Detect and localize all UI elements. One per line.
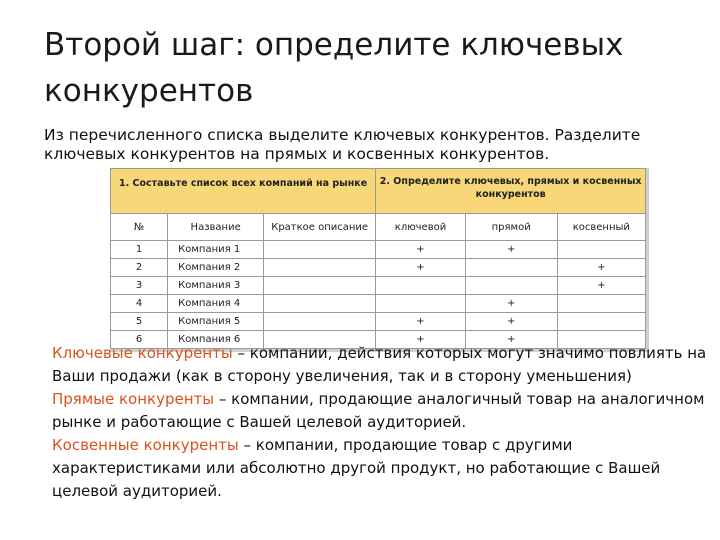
definition-key (52, 342, 712, 388)
table-cell: + (465, 313, 557, 331)
table-cell: + (376, 313, 466, 331)
table-cell: + (376, 259, 466, 277)
table-cell (264, 295, 376, 313)
table-row (111, 277, 646, 295)
table-cell (264, 277, 376, 295)
column-header: Краткое описание (264, 214, 376, 241)
table-cell: 2 (111, 259, 168, 277)
table-cell: + (376, 241, 466, 259)
table-cell: Компания 2 (168, 259, 264, 277)
table-cell (264, 241, 376, 259)
definitions (52, 342, 712, 503)
group-header-list: 1. Составьте список всех компаний на рынке (111, 169, 376, 214)
column-header: косвенный (557, 214, 646, 241)
table-group-header (111, 169, 646, 214)
definition-direct (52, 388, 712, 434)
table-cell: + (465, 295, 557, 313)
slide-intro: Из перечисленного списка выделите ключевых конкурентов. Разделите ключевых конкурентов на прямых и косвенных конкурентов. (44, 126, 641, 163)
term-key: Ключевые конкуренты (52, 344, 233, 362)
slide-title: Второй шаг: определите ключевых конкурентов (44, 27, 624, 109)
table-cell: 3 (111, 277, 168, 295)
table-cell (465, 277, 557, 295)
group-header-define: 2. Определите ключевых, прямых и косвенных конкурентов (376, 169, 646, 214)
table-cell (376, 295, 466, 313)
table-cell (557, 241, 646, 259)
column-header: ключевой (376, 214, 466, 241)
table-cell: + (376, 331, 466, 349)
definition-text: – компании, продающие аналогичный товар на аналогичном рынке и работающие с Вашей целевой аудиторией. (52, 390, 705, 431)
definition-indirect (52, 434, 712, 503)
table-cell (376, 277, 466, 295)
table-cell (264, 313, 376, 331)
table-cell (557, 313, 646, 331)
table-row (111, 295, 646, 313)
table-cell: + (557, 277, 646, 295)
table-cell: 6 (111, 331, 168, 349)
table-cell (465, 259, 557, 277)
table-cell: + (465, 241, 557, 259)
table-cell: 4 (111, 295, 168, 313)
table-cell: Компания 1 (168, 241, 264, 259)
column-header: прямой (465, 214, 557, 241)
table-cell: + (465, 331, 557, 349)
table-row (111, 259, 646, 277)
table-cell: + (557, 259, 646, 277)
table-cell: 5 (111, 313, 168, 331)
table-cell (557, 295, 646, 313)
column-header: № (111, 214, 168, 241)
definition-text: – компании, продающие товар с другими характеристиками или абсолютно другой продукт, но работающие с Вашей целевой аудиторией. (52, 436, 661, 500)
table-cell: Компания 5 (168, 313, 264, 331)
definition-text: – компании, действия которых могут значимо повлиять на Ваши продажи (как в сторону увеличения, так и в сторону уменьшения) (52, 344, 707, 385)
column-header: Название (168, 214, 264, 241)
table-row (111, 313, 646, 331)
table-row (111, 241, 646, 259)
term-direct: Прямые конкуренты (52, 390, 215, 408)
table-cell: 1 (111, 241, 168, 259)
table-cell: Компания 3 (168, 277, 264, 295)
table-cell (264, 259, 376, 277)
term-indirect: Косвенные конкуренты (52, 436, 239, 454)
table-cell: Компания 4 (168, 295, 264, 313)
table-column-header (111, 214, 646, 241)
competitor-table (110, 168, 646, 349)
competitor-table-image (110, 168, 649, 352)
table-cell: Компания 6 (168, 331, 264, 349)
